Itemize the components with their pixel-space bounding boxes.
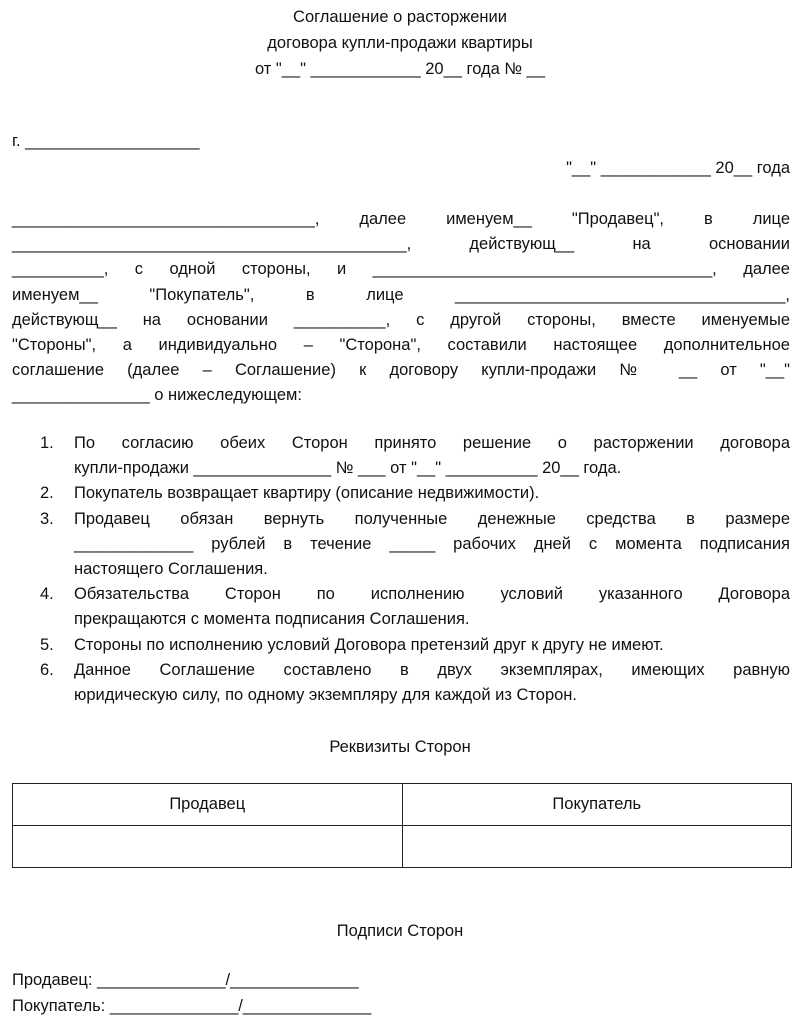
terms-list	[12, 431, 790, 708]
buyer-header-cell: Покупатель	[402, 784, 792, 826]
list-item-number: 2.	[40, 484, 54, 503]
list-item	[12, 582, 790, 632]
list-item-line: Покупатель возвращает квартиру (описание недвижимости).	[74, 484, 540, 503]
intro-line: "Стороны", а индивидуально – "Сторона", составили настоящее дополнительное	[12, 335, 790, 354]
buyer-details-cell	[402, 826, 792, 868]
seller-details-cell	[13, 826, 403, 868]
list-item	[12, 431, 790, 481]
intro-line: _______________ о нижеследующем:	[12, 386, 302, 405]
document-title-line-3: от "__" ____________ 20__ года № __	[254, 60, 546, 78]
intro-line: _________________________________, далее именуем__ "Продавец", в лице	[12, 210, 790, 228]
list-item-number: 3.	[40, 509, 54, 528]
list-item-line: юридическую силу, по одному экземпляру для каждой из Сторон.	[74, 685, 578, 704]
list-item-line: По согласию обеих Сторон принято решение о расторжении договора	[74, 434, 790, 452]
list-item-line: Данное Соглашение составлено в двух экземплярах, имеющих равную	[74, 660, 790, 679]
list-item-number: 5.	[40, 635, 54, 654]
intro-line: ___________________________________________, действующ__ на основании	[12, 235, 790, 254]
list-item-line: прекращаются с момента подписания Соглашения.	[74, 610, 470, 629]
list-item-number: 6.	[40, 660, 54, 679]
intro-line: именуем__ "Покупатель", в лице ____________________________________,	[12, 285, 790, 304]
list-item-number: 1.	[40, 434, 54, 452]
list-item-line: купли-продажи _______________ № ___ от "__" __________ 20__ года.	[74, 459, 622, 478]
list-item	[12, 658, 790, 708]
requisites-table	[12, 783, 792, 868]
list-item-number: 4.	[40, 585, 54, 604]
intro-line: __________, с одной стороны, и _____________________________________, далее	[12, 260, 790, 279]
intro-paragraph	[12, 207, 790, 409]
list-item-line: _____________ рублей в течение _____ рабочих дней с момента подписания	[74, 534, 790, 553]
date-field: "__" ____________ 20__ года	[566, 159, 790, 177]
table-row	[13, 784, 792, 826]
table-row	[13, 826, 792, 868]
list-item	[12, 481, 790, 506]
seller-header-cell: Продавец	[13, 784, 403, 826]
requisites-heading: Реквизиты Сторон	[329, 738, 471, 756]
list-item-line: Стороны по исполнению условий Договора претензий друг к другу не имеют.	[74, 635, 664, 654]
list-item-line: Обязательства Сторон по исполнению условий указанного Договора	[74, 585, 790, 604]
seller-signature-line: Продавец: ______________/______________	[12, 971, 359, 989]
list-item-line: Продавец обязан вернуть полученные денежные средства в размере	[74, 509, 790, 528]
list-item	[12, 633, 790, 658]
document-title-line-1: Соглашение о расторжении	[293, 8, 507, 26]
signatures-heading: Подписи Сторон	[336, 922, 464, 940]
city-field: г. ___________________	[12, 132, 200, 150]
intro-line: действующ__ на основании __________, с другой стороны, вместе именуемые	[12, 310, 790, 329]
list-item-line: настоящего Соглашения.	[74, 559, 268, 578]
document-title-line-2: договора купли-продажи квартиры	[267, 34, 533, 52]
intro-line: соглашение (далее – Соглашение) к договору купли-продажи № __ от "__"	[12, 361, 790, 380]
buyer-signature-line: Покупатель: ______________/______________	[12, 997, 372, 1015]
list-item	[12, 507, 790, 583]
